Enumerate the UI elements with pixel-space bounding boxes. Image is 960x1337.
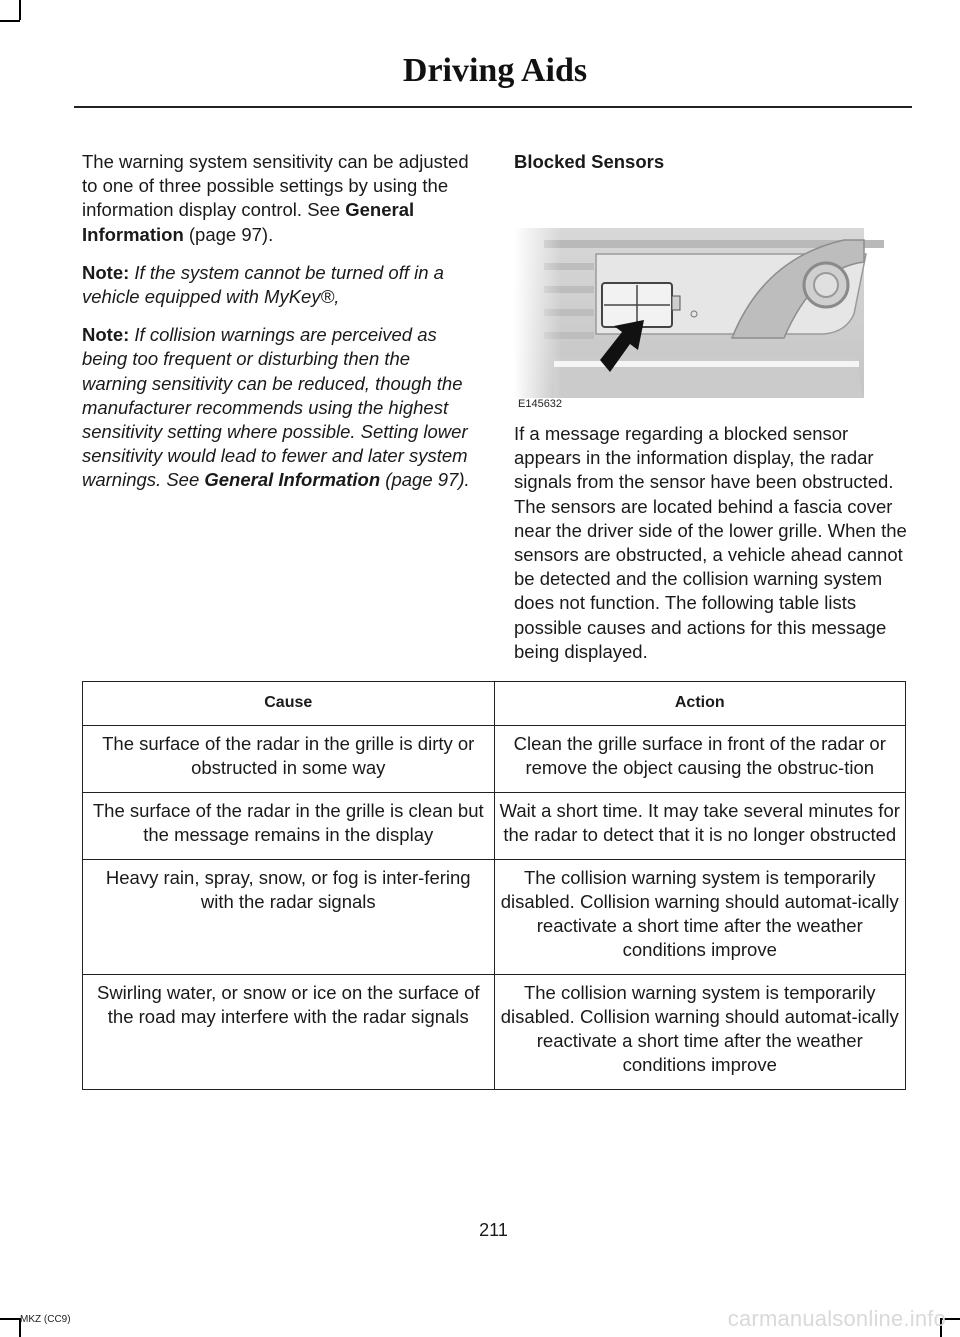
table-header-row xyxy=(83,682,906,726)
action-cell: The collision warning system is temporarily disabled. Collision warning should automat-ically reactivate a short time after the weather conditions improve xyxy=(494,860,906,975)
note-text: If collision warnings are perceived as being too frequent or disturbing then the warning sensitivity can be reduced, though the manufacturer recommends using the highest sensitivity setting where possible. Setting lower sensitivity would lead to fewer and later system warnings. See xyxy=(82,324,468,491)
header-divider xyxy=(74,106,912,108)
note-sensitivity xyxy=(82,323,477,492)
cause-cell: The surface of the radar in the grille is clean but the message remains in the display xyxy=(83,793,495,860)
section-heading: Blocked Sensors xyxy=(514,151,665,172)
general-information-link[interactable]: General Information xyxy=(204,469,381,491)
blocked-sensor-paragraph: If a message regarding a blocked sensor appears in the information display, the radar signals from the sensor have been obstructed. The sensors are located behind a fascia cover near the driver side of the lower grille. When the sensors are obstructed, a vehicle ahead cannot be detected and the collision warning system does not function. The following table lists possible causes and actions for this message being displayed. xyxy=(514,423,907,662)
grille-sensor-image xyxy=(514,188,908,398)
general-information-link[interactable]: General Information xyxy=(82,199,415,245)
cause-cell: Swirling water, or snow or ice on the surface of the road may interfere with the radar signals xyxy=(83,975,495,1090)
sensitivity-paragraph xyxy=(82,150,477,247)
right-column xyxy=(514,150,908,678)
page-number: 211 xyxy=(479,1220,508,1240)
table-row xyxy=(83,726,906,793)
action-cell: Clean the grille surface in front of the radar or remove the object causing the obstruc-tion xyxy=(494,726,906,793)
note-label: Note: xyxy=(82,261,130,283)
page-reference: (page 97). xyxy=(183,223,274,245)
page-title: Driving Aids xyxy=(402,52,588,89)
table-row xyxy=(83,860,906,975)
note-label: Note: xyxy=(82,324,130,346)
grille-sensor-illustration xyxy=(514,188,908,408)
note-mykey xyxy=(82,261,477,309)
crop-mark xyxy=(0,20,20,22)
cause-cell: Heavy rain, spray, snow, or fog is inter-fering with the radar signals xyxy=(83,860,495,975)
crop-mark xyxy=(19,0,21,20)
cause-action-table xyxy=(82,681,906,1090)
header-action: Action xyxy=(494,682,906,726)
action-cell: Wait a short time. It may take several minutes for the radar to detect that it is no longer obstructed xyxy=(494,793,906,860)
page-reference: (page 97). xyxy=(380,469,470,491)
figure-code: E145632 xyxy=(518,398,563,410)
cause-cell: The surface of the radar in the grille is dirty or obstructed in some way xyxy=(83,726,495,793)
model-code: MKZ (CC9) xyxy=(20,1314,71,1325)
crop-mark xyxy=(0,1318,20,1320)
action-cell: The collision warning system is temporarily disabled. Collision warning should automat-ically reactivate a short time after the weather conditions improve xyxy=(494,975,906,1090)
left-column xyxy=(82,150,477,507)
sensitivity-text: The warning system sensitivity can be adjusted to one of three possible settings by using the information display control. See xyxy=(82,151,469,221)
table-row xyxy=(83,793,906,860)
table-row xyxy=(83,975,906,1090)
header-cause: Cause xyxy=(83,682,495,726)
watermark: carmanualsonline.info xyxy=(727,1306,946,1331)
note-text: If the system cannot be turned off in a vehicle equipped with MyKey®, xyxy=(82,261,444,308)
